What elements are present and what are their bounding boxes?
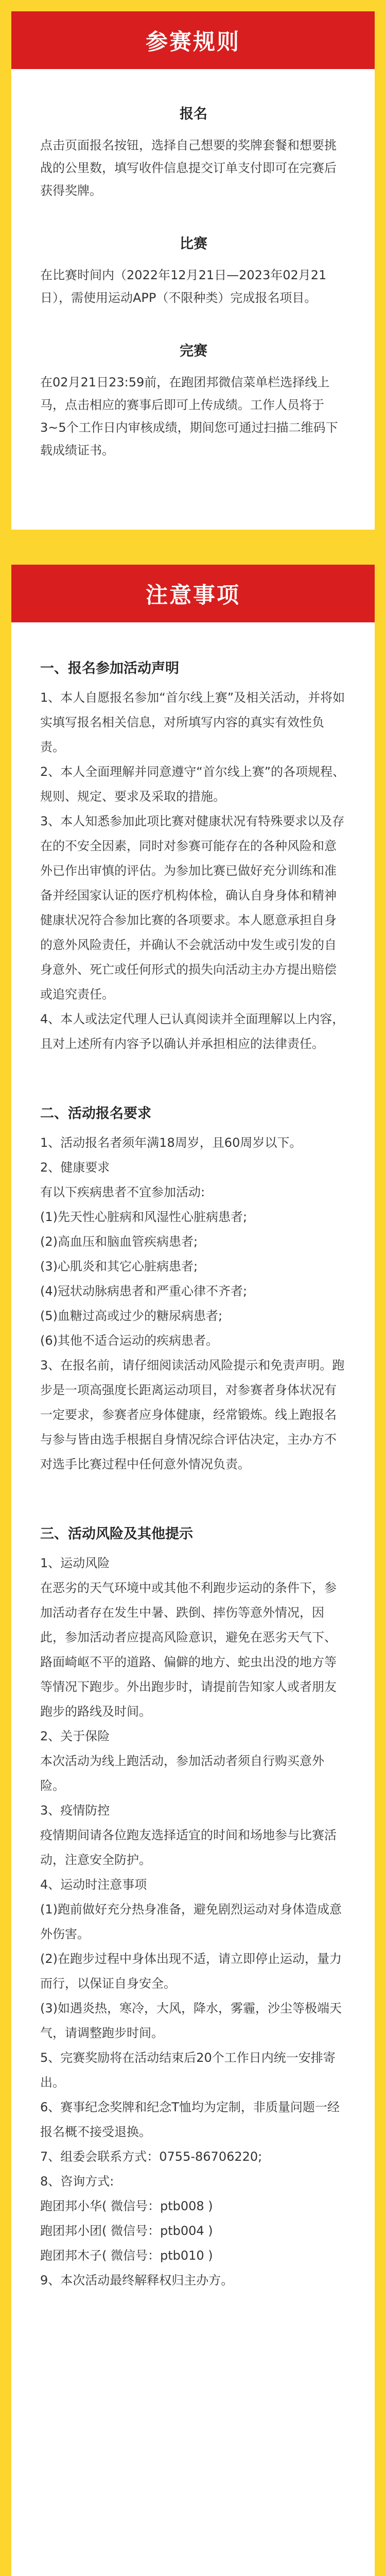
notice-line: 9、本次活动最终解释权归主办方。 <box>40 2273 234 2287</box>
notice-line: 本次活动为线上跑活动，参加活动者须自行购买意外险。 <box>40 1754 324 1793</box>
notice-line: 疫情期间请各位跑友选择适宜的时间和场地参与比赛活动，注意安全防护。 <box>40 1828 337 1867</box>
rule-text: 在02月21日23:59前，在跑团邦微信菜单栏选择线上马，点击相应的赛事后即可上传成绩。工作人员将于3~5个工作日内审核成绩，期间您可通过扫描二维码下载成绩证书。 <box>40 375 338 457</box>
notice-line: 1、运动风险 <box>40 1556 110 1570</box>
notice-heading: 三、活动风险及其他提示 <box>40 1526 193 1542</box>
rules-banner <box>11 11 375 69</box>
notice-line: (1)先天性心脏病和风湿性心脏病患者; <box>40 1210 248 1224</box>
rule-section-finish <box>40 341 347 462</box>
notice-section-declaration <box>40 656 347 1056</box>
notice-section-risks <box>40 1522 347 2293</box>
notice-line: (2)在跑步过程中身体出现不适，请立即停止运动，量力而行，以保证自身安全。 <box>40 1952 342 1991</box>
notice-line: 7、组委会联系方式：0755-86706220; <box>40 2149 262 2164</box>
notice-line: 5、完赛奖励将在活动结束后20个工作日内统一安排寄出。 <box>40 2050 336 2090</box>
notice-section-requirements <box>40 1101 347 1477</box>
rule-section-race <box>40 234 347 309</box>
notice-line: 1、活动报名者须年满18周岁，且60周岁以下。 <box>40 1136 302 1150</box>
notice-line: 8、咨询方式: <box>40 2174 114 2189</box>
notice-card <box>11 565 375 2576</box>
notice-line: 2、本人全面理解并同意遵守“首尔线上赛”的各项规程、规则、规定、要求及采取的措施。 <box>40 765 345 804</box>
notice-line: (6)其他不适合运动的疾病患者。 <box>40 1333 218 1348</box>
notice-line: (1)跑前做好充分热身准备，避免剧烈运动对身体造成意外伤害。 <box>40 1902 342 1941</box>
notice-line: 跑团邦小团( 微信号：ptb004 ) <box>40 2224 213 2238</box>
notice-title: 注意事项 <box>146 582 240 608</box>
notice-heading: 一、报名参加活动声明 <box>40 660 179 676</box>
notice-line: (2)高血压和脑血管疾病患者; <box>40 1234 198 1249</box>
rules-title: 参赛规则 <box>146 29 240 55</box>
rule-text: 在比赛时间内（2022年12月21日—2023年02月21日），需使用运动APP（不限种类）完成报名项目。 <box>40 268 327 305</box>
notice-line: (4)冠状动脉病患者和严重心律不齐者; <box>40 1284 248 1298</box>
rule-heading: 报名 <box>180 106 207 122</box>
notice-line: 3、疫情防控 <box>40 1803 110 1818</box>
notice-banner <box>11 565 375 622</box>
notice-line: 跑团邦木子( 微信号：ptb010 ) <box>40 2248 213 2263</box>
notice-line: 6、赛事纪念奖牌和纪念T恤均为定制，非质量问题一经报名概不接受退换。 <box>40 2100 340 2139</box>
notice-line: (3)心肌炎和其它心脏病患者; <box>40 1259 198 1274</box>
notice-content <box>11 622 375 2293</box>
notice-line: 2、关于保险 <box>40 1729 110 1743</box>
rule-section-signup <box>40 104 347 202</box>
notice-line: 3、本人知悉参加此项比赛对健康状况有特殊要求以及存在的不安全因素，同时对参赛可能存在的各种风险和意外已作出审慎的评估。为参加比赛已做好充分训练和准备并经国家认证的医疗机构体检，确认自身身体和精神健康状况符合参加比赛的各项要求。本人愿意承担自身的意外风险责任，并确认不会就活动中发生或引发的自身意外、死亡或任何形式的损失向活动主办方提出赔偿或追究责任。 <box>40 814 345 1002</box>
notice-line: 1、本人自愿报名参加“首尔线上赛”及相关活动，并将如实填写报名相关信息，对所填写内容的真实有效性负责。 <box>40 690 345 754</box>
notice-line: 2、健康要求 <box>40 1160 110 1175</box>
notice-line: 4、运动时注意事项 <box>40 1877 147 1892</box>
rules-card <box>11 11 375 530</box>
notice-line: (5)血糖过高或过少的糖尿病患者; <box>40 1309 223 1323</box>
notice-heading: 二、活动报名要求 <box>40 1106 151 1122</box>
notice-line: 3、在报名前，请仔细阅读活动风险提示和免责声明。跑步是一项高强度长距离运动项目，对参赛者身体状况有一定要求，参赛者应身体健康，经常锻炼。线上跑报名与参与皆由选手根据自身情况综合评估决定，主办方不对选手比赛过程中任何意外情况负责。 <box>40 1358 345 1471</box>
rules-content <box>11 69 375 462</box>
rule-heading: 完赛 <box>180 343 207 359</box>
notice-line: 在恶劣的天气环境中或其他不利跑步运动的条件下，参加活动者存在发生中暑、跌倒、摔伤等意外情况，因此，参加活动者应提高风险意识，避免在恶劣天气下、路面崎岖不平的道路、偏僻的地方、蛇虫出没的地方等等情况下跑步。外出跑步时，请提前告知家人或者朋友跑步的路线及时间。 <box>40 1581 337 1719</box>
rule-heading: 比赛 <box>180 236 207 252</box>
notice-line: (3)如遇炎热，寒冷，大风，降水，雾霾，沙尘等极端天气，请调整跑步时间。 <box>40 2001 342 2040</box>
notice-line: 有以下疾病患者不宜参加活动: <box>40 1185 205 1199</box>
rule-text: 点击页面报名按钮，选择自己想要的奖牌套餐和想要挑战的公里数，填写收件信息提交订单支付即可在完赛后获得奖牌。 <box>40 138 337 198</box>
notice-line: 跑团邦小华( 微信号：ptb008 ) <box>40 2199 213 2213</box>
notice-line: 4、本人或法定代理人已认真阅读并全面理解以上内容，且对上述所有内容予以确认并承担相应的法律责任。 <box>40 1012 345 1051</box>
